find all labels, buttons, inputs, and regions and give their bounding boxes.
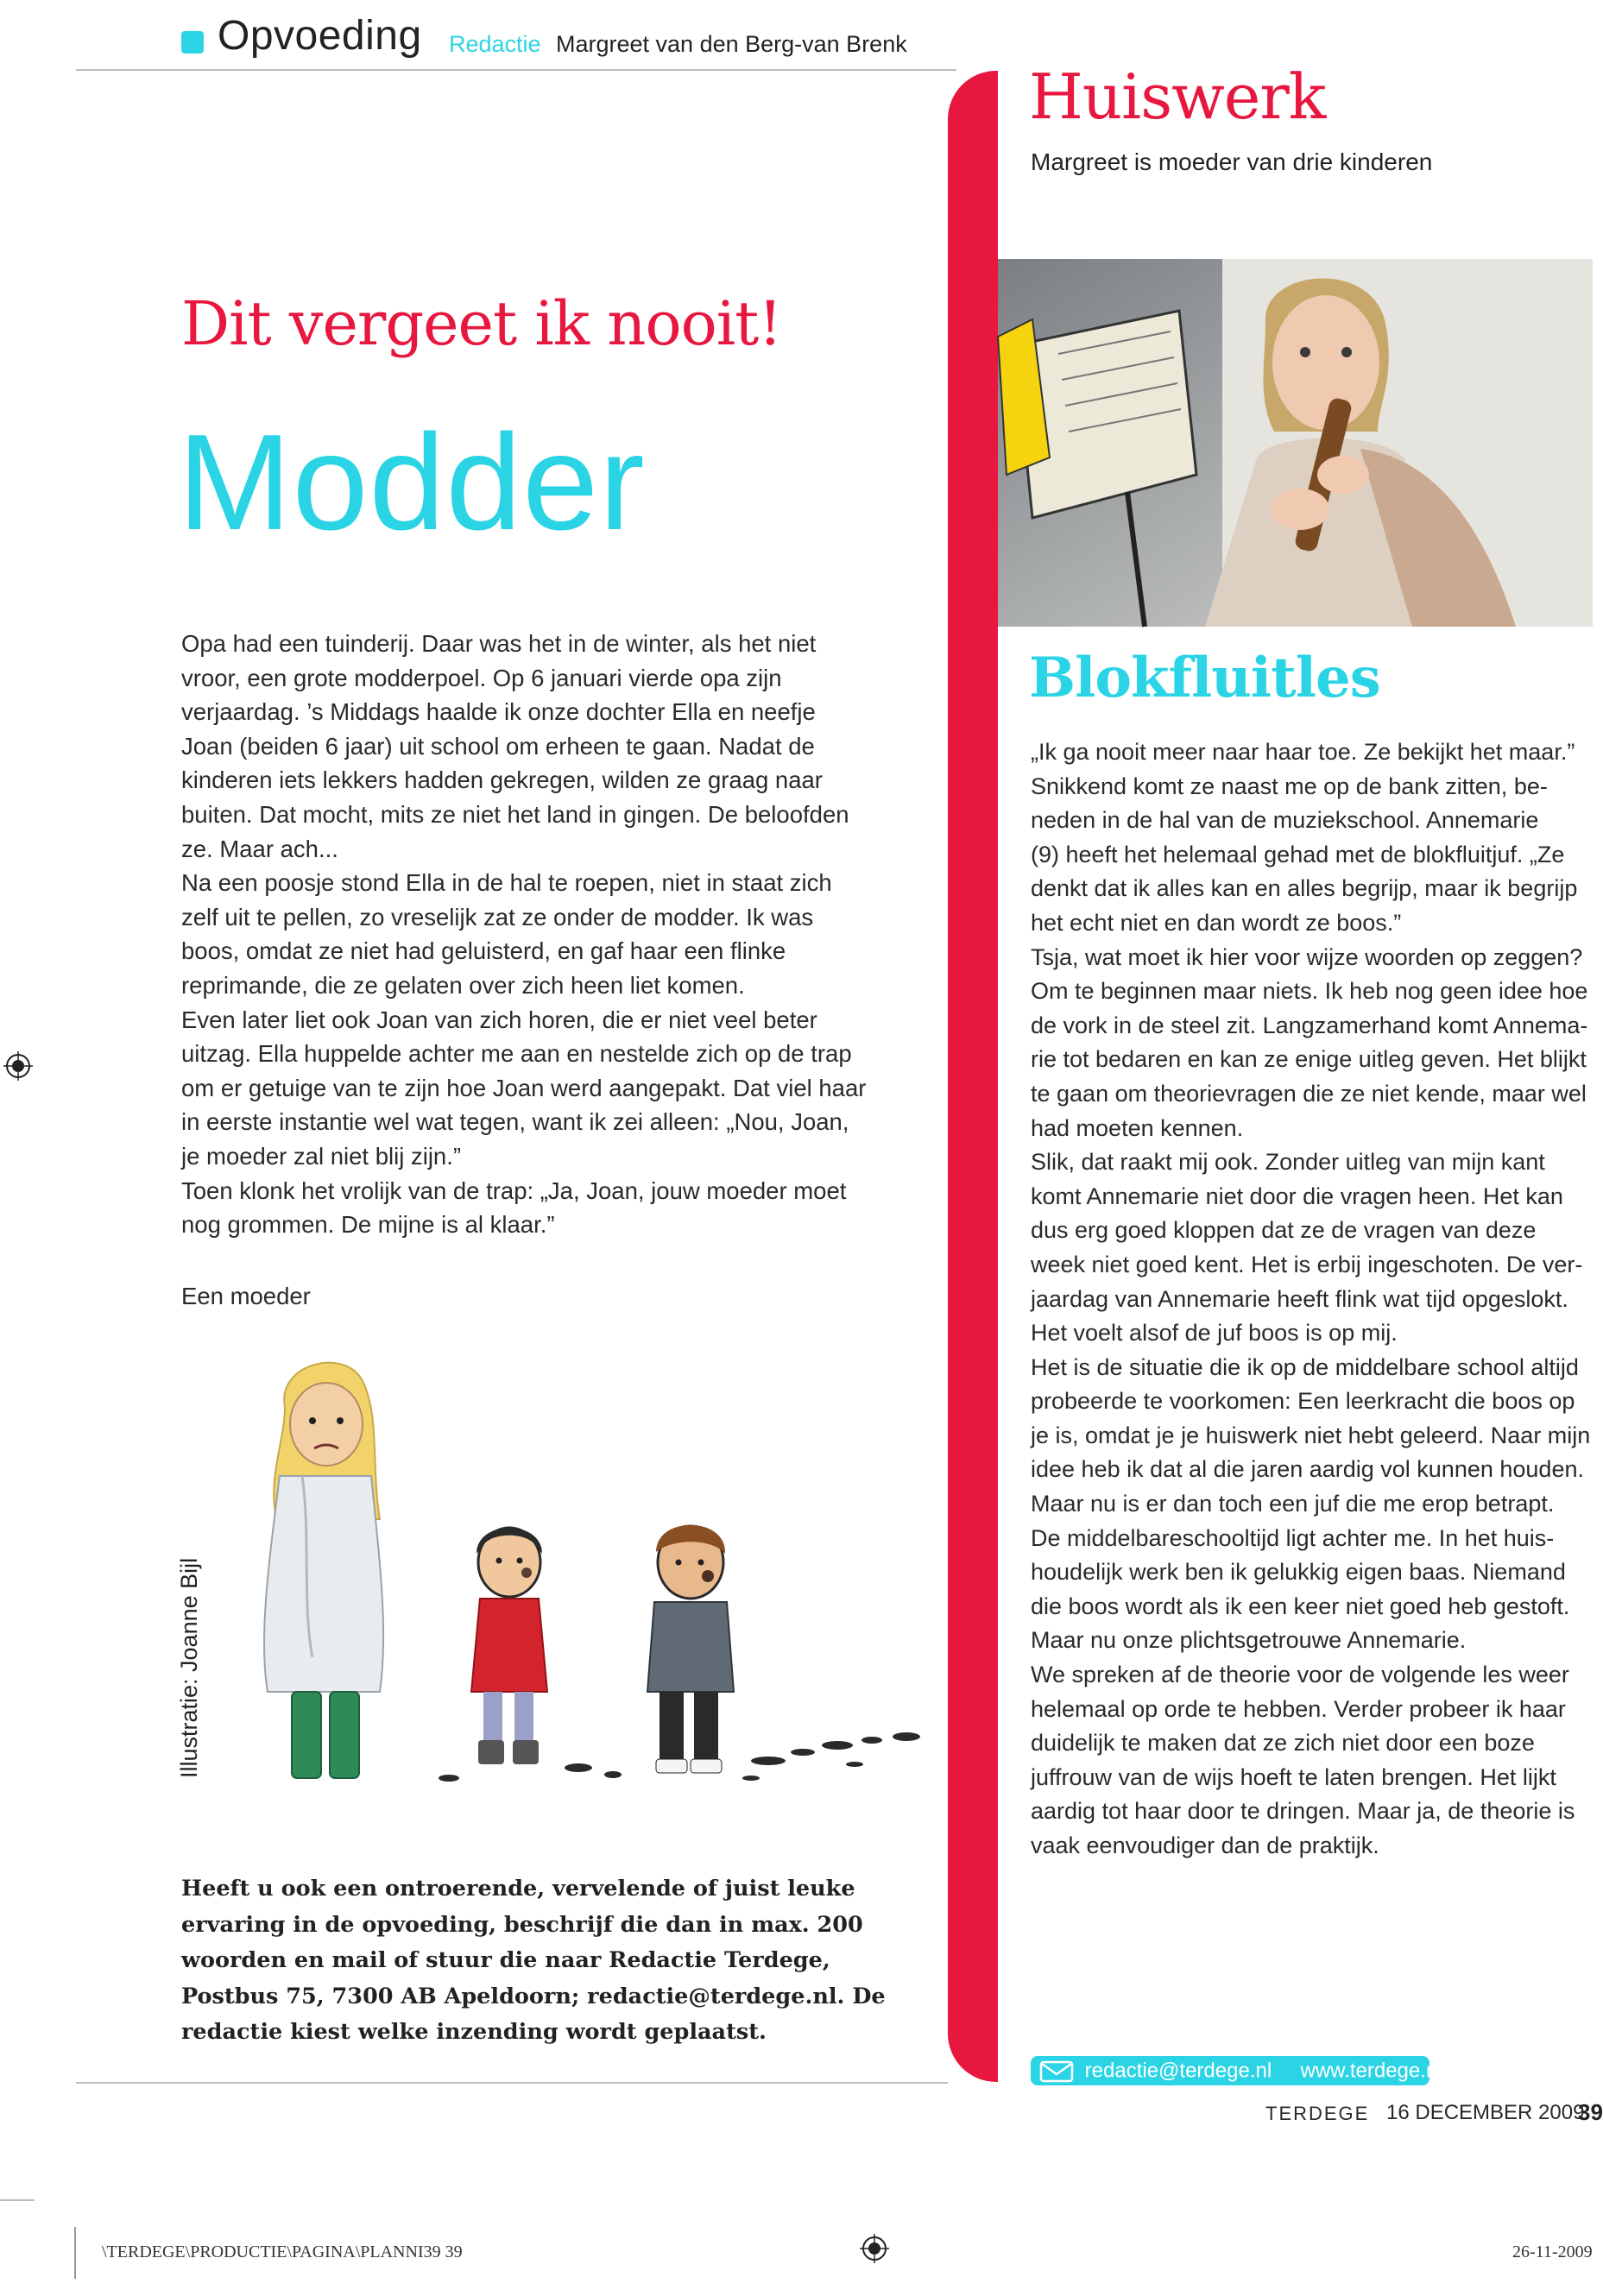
red-band-divider [948, 71, 998, 2082]
text-line: duidelijk te maken dat ze zich niet door een boze [1031, 1730, 1535, 1757]
article-body [181, 627, 872, 1242]
text-line: Snikkend komt ze naast me op de bank zitten, be- [1031, 773, 1548, 799]
text-line: je is, omdat je je huiswerk niet hebt geleerd. Naar mijn [1031, 1422, 1591, 1448]
text-line: te gaan om theorievragen die ze niet kende, maar wel [1031, 1080, 1587, 1107]
contact-website-link[interactable]: www.terdege.nl [1300, 2059, 1442, 2083]
author-name: Margreet van den Berg-van Brenk [556, 31, 907, 57]
text-line: Slik, dat raakt mij ook. Zonder uitleg van mijn kant [1031, 1149, 1545, 1176]
column-title: Huiswerk [1029, 60, 1326, 133]
text-line: We spreken af de theorie voor de volgende les weer [1031, 1662, 1569, 1688]
text-line: Om te beginnen maar niets. Ik heb nog geen idee hoe [1031, 978, 1588, 1005]
text-line: die boos wordt als ik een keer niet goed heb gestoft. [1031, 1593, 1570, 1619]
contact-bar [1031, 2056, 1442, 2085]
boy-figure [647, 1525, 734, 1773]
text-line: vaak eenvoudiger dan de praktijk. [1031, 1832, 1379, 1858]
text-line: neden in de hal van de muziekschool. Annemarie [1031, 807, 1539, 834]
crop-mark [74, 2227, 76, 2279]
text-line: Het is de situatie die ik op de middelbare school altijd [1031, 1353, 1579, 1380]
column-heading: Dit vergeet ik nooit! [181, 288, 782, 359]
text-line: idee heb ik dat al die jaren aardig vol kunnen houden. [1031, 1456, 1584, 1483]
illustration-credit: Illustratie: Joanne Bijl [176, 1557, 202, 1778]
article-signature: Een moeder [181, 1283, 311, 1309]
text-line: Maar nu is er dan toch een juf die me erop betrapt. [1031, 1491, 1555, 1517]
small-girl-figure [471, 1528, 547, 1764]
section-square-icon [181, 31, 204, 54]
paragraph: Toen klonk het vrolijk van de trap: „Ja, Joan, jouw moeder moet nog grommen. De mijne is al klaar.” [181, 1176, 847, 1239]
text-line: Het voelt alsof de juf boos is op mij. [1031, 1320, 1398, 1347]
text-line: Tsja, wat moet ik hier voor wijze woorden op zeggen? [1031, 943, 1583, 970]
column-body [1031, 735, 1600, 1864]
text-line: juffrouw van de wijs hoeft te laten brengen. Het lijkt [1031, 1763, 1556, 1790]
text-line: had moeten kennen. [1031, 1114, 1244, 1141]
crop-rule [0, 2199, 35, 2201]
redactie-label: Redactie [449, 31, 541, 57]
text-line: Maar nu onze plichtsgetrouwe Annemarie. [1031, 1627, 1467, 1654]
text-line: (9) heeft het helemaal gehad met de blokfluitjuf. „Ze [1031, 841, 1565, 867]
text-line: denkt dat ik alles kan en alles begrijp, maar ik begrijp [1031, 875, 1578, 902]
ella-figure [264, 1363, 383, 1778]
publication-name: TERDEGE [1265, 2103, 1370, 2124]
text-line: houdelijk werk ben ik gelukkig eigen baas. Niemand [1031, 1559, 1566, 1586]
envelope-icon [1039, 2060, 1074, 2083]
text-line: het echt niet en dan wordt ze boos.” [1031, 909, 1402, 936]
children-in-mud-illustration [250, 1347, 941, 1795]
text-line: probeerde te voorkomen: Een leerkracht die boos op [1031, 1388, 1575, 1415]
text-line: helemaal op orde te hebben. Verder probeer ik haar [1031, 1695, 1566, 1722]
issue-date: 16 DECEMBER 2009 [1386, 2101, 1585, 2124]
print-slug-path: \TERDEGE\PRODUCTIE\PAGINA\PLANNI39 39 [102, 2242, 463, 2261]
girl-playing-recorder-photo [998, 259, 1593, 627]
registration-mark-icon [3, 1051, 33, 1081]
text-line: komt Annemarie niet door die vragen heen. Het kan [1031, 1183, 1563, 1209]
text-line: de vork in de steel zit. Langzamerhand komt Annema- [1031, 1012, 1588, 1038]
contact-email-link[interactable]: redactie@terdege.nl [1084, 2059, 1272, 2083]
bottom-divider [76, 2082, 948, 2084]
text-line: „Ik ga nooit meer naar haar toe. Ze bekijkt het maar.” [1031, 739, 1575, 765]
paragraph: Na een poosje stond Ella in de hal te roepen, niet in staat zich zelf uit te pellen, zo vreselijk zat ze onder de modder. Ik was boos, omdat ze niet had geluisterd, en gaf haar een flinke reprimande, die ze gelaten over zich heen liet komen. [181, 869, 832, 999]
paragraph: Even later liet ook Joan van zich horen, die er niet veel beter uitzag. Ella huppelde achter me aan en nestelde zich op de trap om er getuige van te zijn hoe Joan werd aangepakt. Dat viel haar in eerste instantie wel wat tegen, want ik zei alleen: „Nou, Joan, je moeder zal niet blij zijn.” [181, 1006, 867, 1170]
article-title: Modder [178, 407, 646, 558]
registration-mark-icon [860, 2234, 889, 2263]
text-line: De middelbareschooltijd ligt achter me. In het huis- [1031, 1524, 1555, 1551]
print-slug-date: 26-11-2009 [1512, 2242, 1593, 2261]
column-subtitle: Margreet is moeder van drie kinderen [1031, 148, 1433, 175]
top-divider [76, 69, 956, 71]
text-line: week niet goed kent. Het is erbij ingeschoten. De ver- [1031, 1251, 1583, 1277]
text-line: rie tot bedaren en kan ze enige uitleg geven. Het blijkt [1031, 1046, 1587, 1073]
page-number: 39 [1578, 2099, 1603, 2125]
paragraph: Opa had een tuinderij. Daar was het in de winter, als het niet vroor, een grote modderpoel. Op 6 januari vierde opa zijn verjaardag. ’s Middags haalde ik onze dochter Ella en neefje Joan (beiden 6 jaar) uit school om erheen te gaan. Nadat de kinderen iets lekkers hadden gekregen, wilden ze graag naar buiten. Dat mocht, mits ze niet het land in gingen. De beloofden ze. Maar ach... [181, 630, 849, 862]
text-line: aardig tot haar door te dringen. Maar ja, de theorie is [1031, 1798, 1575, 1825]
section-title: Opvoeding [218, 13, 422, 59]
call-to-action: Heeft u ook een ontroerende, vervelende of juist leuke ervaring in de opvoeding, beschrijf die dan in max. 200 woorden en mail of stuur die naar Redactie Terdege, Postbus 75, 7300 AB Apeldoorn; redactie@terdege.nl. De redactie kiest welke inzending wordt geplaatst. [181, 1876, 886, 2045]
text-line: dus erg goed kloppen dat ze de vragen van deze [1031, 1217, 1537, 1244]
text-line: jaardag van Annemarie heeft flink wat tijd opgeslokt. [1031, 1285, 1568, 1312]
article-heading: Blokfluitles [1029, 646, 1380, 710]
